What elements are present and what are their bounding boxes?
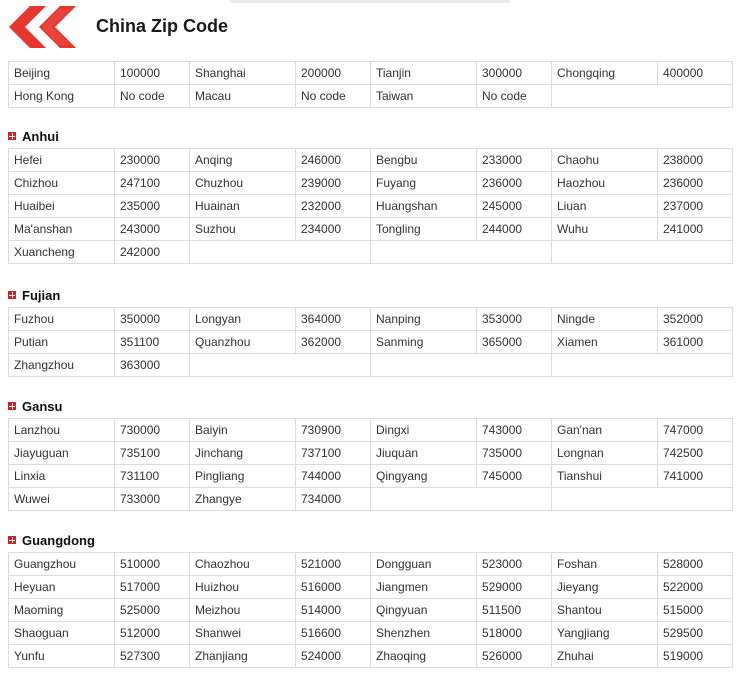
zip-code: 363000 [115,354,190,377]
city-name: Beijing [9,62,115,85]
city-name: Jiuquan [371,442,477,465]
empty-cell [190,354,371,377]
table-row [9,645,733,668]
zip-code: 512000 [115,622,190,645]
city-name: Jiayuguan [9,442,115,465]
city-name: Longnan [552,442,658,465]
city-name: Chongqing [552,62,658,85]
red-plus-bullet-icon [8,132,16,140]
zip-code: 511500 [477,599,552,622]
zip-code: 364000 [296,308,371,331]
zip-code: 515000 [658,599,733,622]
empty-cell [371,241,552,264]
city-name: Meizhou [190,599,296,622]
city-name: Yunfu [9,645,115,668]
table-row [9,241,733,264]
city-name: Shenzhen [371,622,477,645]
zip-code: 242000 [115,241,190,264]
city-name: Anqing [190,149,296,172]
red-plus-bullet-icon [8,291,16,299]
zip-code: 351100 [115,331,190,354]
province-table-2 [8,418,733,511]
zip-code: 524000 [296,645,371,668]
zip-code: 350000 [115,308,190,331]
city-name: Wuwei [9,488,115,511]
zip-code: 365000 [477,331,552,354]
zip-code: 245000 [477,195,552,218]
empty-cell [552,241,733,264]
province-heading [8,287,60,303]
zip-code: 514000 [296,599,371,622]
city-name: Tianshui [552,465,658,488]
zip-code: No code [296,85,371,108]
city-name: Shantou [552,599,658,622]
city-name: Chuzhou [190,172,296,195]
city-name: Shaoguan [9,622,115,645]
city-name: Fuyang [371,172,477,195]
city-name: Yangjiang [552,622,658,645]
table-row [9,576,733,599]
table-row [9,331,733,354]
city-name: Haozhou [552,172,658,195]
city-name: Hefei [9,149,115,172]
city-name: Tongling [371,218,477,241]
zip-code: 745000 [477,465,552,488]
zip-code: No code [115,85,190,108]
zip-code: 233000 [477,149,552,172]
city-name: Liuan [552,195,658,218]
zip-code: 747000 [658,419,733,442]
zip-code: 731100 [115,465,190,488]
zip-code: 518000 [477,622,552,645]
city-name: Putian [9,331,115,354]
municipalities-table [8,61,733,108]
red-double-chevron-left-icon [8,6,86,48]
city-name: Maoming [9,599,115,622]
city-name: Heyuan [9,576,115,599]
zip-code: 529000 [477,576,552,599]
zip-code: 516600 [296,622,371,645]
zip-code: 516000 [296,576,371,599]
city-name: Jiangmen [371,576,477,599]
zip-code: 742500 [658,442,733,465]
table-row [9,622,733,645]
table-row [9,85,733,108]
table-row [9,62,733,85]
province-heading [8,398,62,414]
city-name: Jieyang [552,576,658,599]
zip-code: 246000 [296,149,371,172]
zip-code: 730900 [296,419,371,442]
zip-code: 744000 [296,465,371,488]
city-name: Suzhou [190,218,296,241]
page-header [0,0,740,52]
zip-code: 400000 [658,62,733,85]
city-name: Guangzhou [9,553,115,576]
zip-code: 529500 [658,622,733,645]
city-name: Wuhu [552,218,658,241]
zip-code: 743000 [477,419,552,442]
zip-code: 241000 [658,218,733,241]
city-name: Lanzhou [9,419,115,442]
city-name: Dingxi [371,419,477,442]
zip-code: 525000 [115,599,190,622]
zip-code: 735000 [477,442,552,465]
zip-code: 243000 [115,218,190,241]
province-table-3 [8,552,733,668]
zip-code: 239000 [296,172,371,195]
city-name: Fuzhou [9,308,115,331]
zip-code: 361000 [658,331,733,354]
zip-code: 353000 [477,308,552,331]
city-name: Longyan [190,308,296,331]
city-name: Zhuhai [552,645,658,668]
zip-code: 100000 [115,62,190,85]
city-name: Chaozhou [190,553,296,576]
zip-code: 735100 [115,442,190,465]
table-row [9,465,733,488]
city-name: Qingyang [371,465,477,488]
zip-code: No code [477,85,552,108]
zip-code: 238000 [658,149,733,172]
table-row [9,149,733,172]
zip-code: 234000 [296,218,371,241]
province-table-1 [8,307,733,377]
empty-cell [190,241,371,264]
red-plus-bullet-icon [8,402,16,410]
zip-code: 730000 [115,419,190,442]
zip-code: 244000 [477,218,552,241]
zip-code: 521000 [296,553,371,576]
table-row [9,419,733,442]
zip-code: 200000 [296,62,371,85]
zip-code: 300000 [477,62,552,85]
city-name: Zhanjiang [190,645,296,668]
zip-code: 236000 [477,172,552,195]
zip-code: 517000 [115,576,190,599]
city-name: Zhangzhou [9,354,115,377]
zip-code: 527300 [115,645,190,668]
empty-cell [552,354,733,377]
red-plus-bullet-icon [8,536,16,544]
zip-code: 737100 [296,442,371,465]
table-row [9,488,733,511]
province-name: Guangdong [22,532,95,548]
city-name: Baiyin [190,419,296,442]
province-name: Anhui [22,128,59,144]
zip-code: 734000 [296,488,371,511]
empty-cell [371,354,552,377]
table-row [9,354,733,377]
city-name: Shanwei [190,622,296,645]
city-name: Qingyuan [371,599,477,622]
zip-code: 519000 [658,645,733,668]
city-name: Huaibei [9,195,115,218]
province-name: Gansu [22,398,63,414]
city-name: Sanming [371,331,477,354]
city-name: Xuancheng [9,241,115,264]
city-name: Pingliang [190,465,296,488]
city-name: Linxia [9,465,115,488]
zip-code: 510000 [115,553,190,576]
table-row [9,308,733,331]
zip-code: 236000 [658,172,733,195]
city-name: Ningde [552,308,658,331]
zip-code: 232000 [296,195,371,218]
city-name: Tianjin [371,62,477,85]
city-name: Taiwan [371,85,477,108]
city-name: Zhangye [190,488,296,511]
zip-code: 741000 [658,465,733,488]
empty-cell [371,488,552,511]
city-name: Xiamen [552,331,658,354]
zip-code: 522000 [658,576,733,599]
page-title: China Zip Code [96,16,228,36]
city-name: Zhaoqing [371,645,477,668]
city-name: Bengbu [371,149,477,172]
table-row [9,599,733,622]
zip-code: 230000 [115,149,190,172]
province-name: Fujian [22,287,61,303]
zip-code: 733000 [115,488,190,511]
city-name: Chizhou [9,172,115,195]
city-name: Gan'nan [552,419,658,442]
empty-cell [552,85,733,108]
zip-code: 528000 [658,553,733,576]
province-table-0 [8,148,733,264]
city-name: Huangshan [371,195,477,218]
zip-code: 523000 [477,553,552,576]
city-name: Hong Kong [9,85,115,108]
zip-code: 247100 [115,172,190,195]
city-name: Chaohu [552,149,658,172]
province-heading [8,532,95,548]
table-row [9,172,733,195]
city-name: Nanping [371,308,477,331]
city-name: Huainan [190,195,296,218]
city-name: Huizhou [190,576,296,599]
zip-code: 237000 [658,195,733,218]
zip-code: 362000 [296,331,371,354]
province-heading [8,128,59,144]
table-row [9,553,733,576]
city-name: Dongguan [371,553,477,576]
city-name: Quanzhou [190,331,296,354]
zip-code: 352000 [658,308,733,331]
table-row [9,195,733,218]
city-name: Jinchang [190,442,296,465]
table-row [9,442,733,465]
zip-code: 526000 [477,645,552,668]
city-name: Shanghai [190,62,296,85]
city-name: Macau [190,85,296,108]
empty-cell [552,488,733,511]
zip-code: 235000 [115,195,190,218]
top-decorative-strip [230,0,510,3]
city-name: Foshan [552,553,658,576]
city-name: Ma'anshan [9,218,115,241]
table-row [9,218,733,241]
